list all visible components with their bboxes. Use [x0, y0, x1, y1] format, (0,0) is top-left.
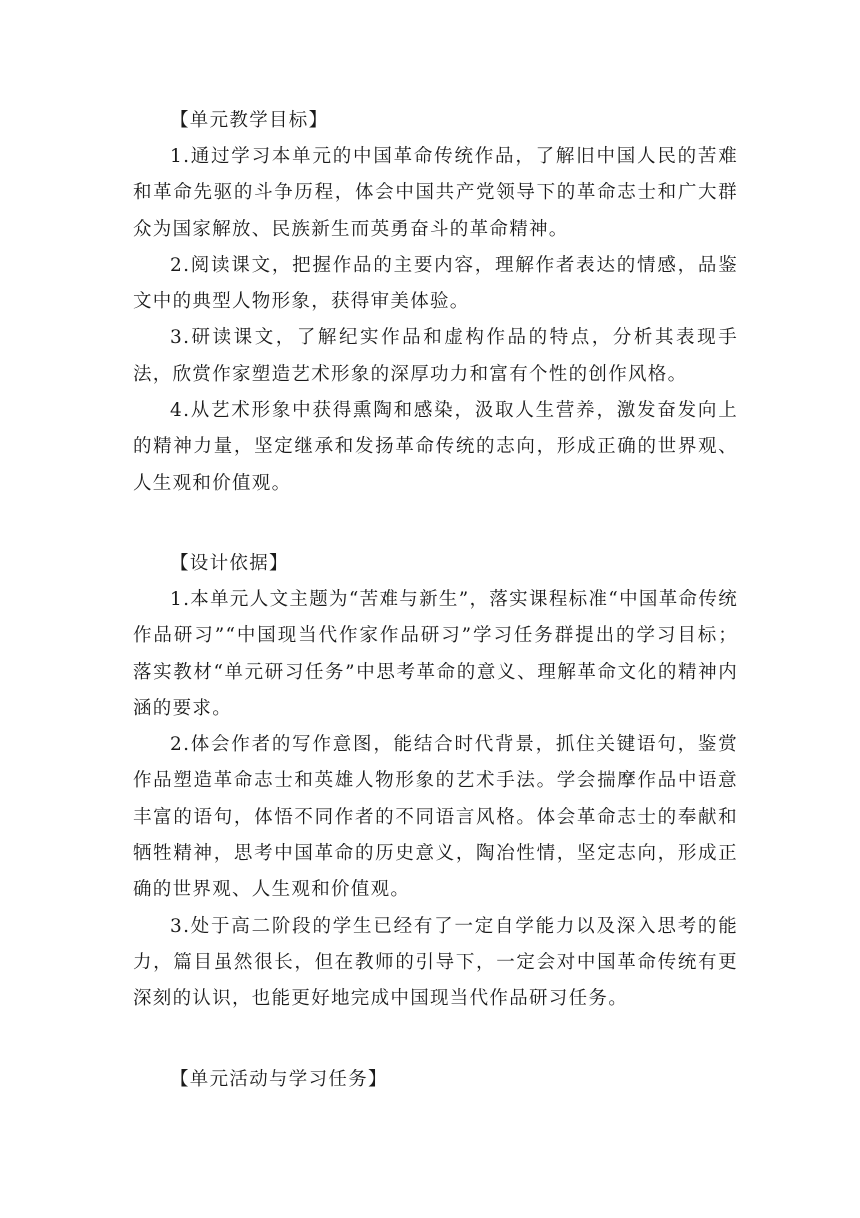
- document-body: [133, 103, 738, 1098]
- paragraph: 2.阅读课文，把握作品的主要内容，理解作者表达的情感，品鉴文中的典型人物形象，获得审美体验。: [133, 254, 738, 313]
- paragraph: 1.通过学习本单元的中国革命传统作品，了解旧中国人民的苦难和革命先驱的斗争历程，体会中国共产党领导下的革命志士和广大群众为国家解放、民族新生而英勇奋斗的革命精神。: [133, 146, 738, 240]
- section-teaching-goals: [133, 103, 738, 502]
- section-heading: 【单元教学目标】: [170, 110, 329, 131]
- section-spacer: [133, 502, 738, 546]
- section-heading: 【设计依据】: [170, 552, 289, 574]
- section-spacer: [133, 1018, 738, 1062]
- section-activities-tasks: [133, 1062, 738, 1098]
- section-design-basis: [133, 546, 738, 1018]
- paragraph: 4.从艺术形象中获得熏陶和感染，汲取人生营养，激发奋发向上的精神力量，坚定继承和发扬革命传统的志向，形成正确的世界观、人生观和价值观。: [133, 400, 738, 494]
- section-heading: 【单元活动与学习任务】: [170, 1068, 388, 1090]
- paragraph: 2.体会作者的写作意图，能结合时代背景，抓住关键语句，鉴赏作品塑造革命志士和英雄人物形象的艺术手法。学会揣摩作品中语意丰富的语句，体悟不同作者的不同语言风格。体会革命志士的奉献和牺牲精神，思考中国革命的历史意义，陶冶性情，坚定志向，形成正确的世界观、人生观和价值观。: [133, 734, 738, 901]
- paragraph: 3.处于高二阶段的学生已经有了一定自学能力以及深入思考的能力，篇目虽然很长，但在教师的引导下，一定会对中国革命传统有更深刻的认识，也能更好地完成中国现当代作品研习任务。: [133, 915, 738, 1010]
- paragraph: 3.研读课文，了解纪实作品和虚构作品的特点，分析其表现手法，欣赏作家塑造艺术形象的深厚功力和富有个性的创作风格。: [133, 327, 738, 385]
- paragraph: 1.本单元人文主题为“苦难与新生”，落实课程标准“中国革命传统作品研习”“中国现当代作家作品研习”学习任务群提出的学习目标；落实教材“单元研习任务”中思考革命的意义、理解革命文化的精神内涵的要求。: [133, 588, 738, 719]
